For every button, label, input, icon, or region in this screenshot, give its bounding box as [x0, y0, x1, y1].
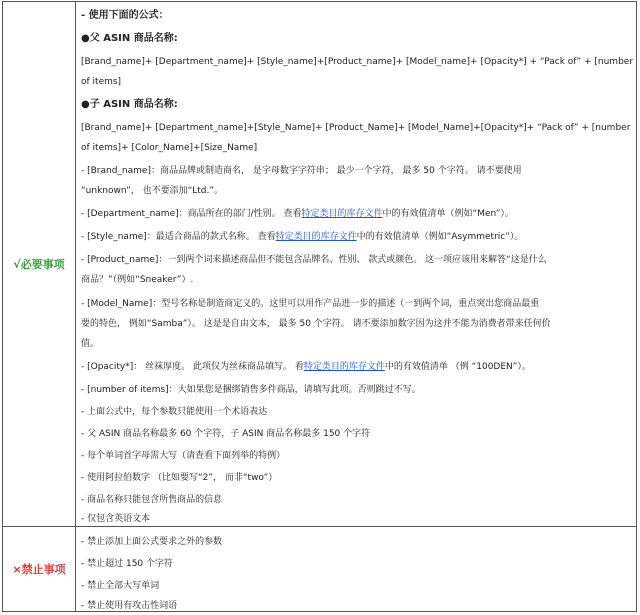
- ban-line: - 禁止添加上面公式要求之外的参数: [81, 537, 223, 547]
- rule-line: - 每个单词首字母需大写（请查看下面列举的特例）: [81, 451, 286, 461]
- ban-line: - 禁止超过 150 个字符: [81, 559, 174, 569]
- rule-line: of items]+ [Color_Name]+[Size_Name]: [81, 143, 258, 153]
- rule-line: - 父 ASIN 商品名称最多 60 个字符，子 ASIN 商品名称最多 150 个字符: [81, 429, 371, 439]
- opacity-rule: - [Opacity*]： 丝袜厚度。 此项仅为丝袜商品填写。 看特定类目的库存文件中的有效值清单 （例 “100DEN”）。: [81, 362, 531, 372]
- rule-line: - 上面公式中，每个参数只能使用一个术语表达: [81, 407, 268, 417]
- ban-label: ×禁止事项: [3, 526, 76, 612]
- rule-line: “unknown”， 也不要添加“Ltd.”。: [81, 186, 224, 196]
- child-title: ●子 ASIN 商品名称:: [81, 99, 178, 110]
- inventory-file-link[interactable]: 特定类目的库存文件: [303, 362, 385, 372]
- rule-line: - 商品名称只能包含所售商品的信息: [81, 495, 223, 505]
- style-rule: - [Style_name]：最适合商品的款式名称。 查看特定类目的库存文件中的有效值清单（例如“Asymmetric”）。: [81, 232, 524, 242]
- inventory-file-link[interactable]: 特定类目的库存文件: [301, 209, 383, 219]
- rule-line: of items]: [81, 77, 122, 87]
- inventory-file-link[interactable]: 特定类目的库存文件: [275, 232, 357, 242]
- requirements-table: [2, 1, 637, 612]
- rule-line: - [Brand_name]：商品品牌或制造商名， 是字母数字字符串； 最少一个字符， 最多 50 个字符。 请不要使用: [81, 166, 522, 176]
- rule-line: - 仅包含英语文本: [81, 514, 151, 524]
- ban-line: - 禁止全部大写单词: [81, 581, 160, 591]
- ban-line: - 禁止使用有攻击性词语: [81, 601, 178, 611]
- must-label: √必要事项: [3, 2, 76, 526]
- rule-line: 要的特色， 例如“Samba”）。 这是是自由文本， 最多 50 个字符。 请不要添加数字因为这并不能为消费者带来任何价: [81, 319, 551, 329]
- rule-line: - 使用下面的公式：: [81, 10, 169, 21]
- rule-line: - [Model_Name]：型号名称是制造商定义的。这里可以用作产品进一步的描述（一到两个词，重点突出您商品最重: [81, 299, 540, 309]
- rule-line: [Brand_name]+ [Department_name]+[Style_Name]+ [Product_Name]+ [Model_Name]+[Opacity*]+ “Pack of” + [number: [81, 123, 631, 133]
- rule-line: 商品？”（例如“Sneaker”）.: [81, 275, 194, 285]
- rule-line: 值。: [81, 339, 100, 349]
- rule-line: [Brand_name]+ [Department_name]+ [Style_name]+[Product_name]+ [Model_name]+ [Opacity*] + “Pack of” + [number: [81, 57, 634, 67]
- rule-line: - [Product_name]：一到两个词来描述商品但不能包含品牌名、性别、 款式或颜色。 这一项应该用来解答“这是什么: [81, 255, 547, 265]
- parent-title: ●父 ASIN 商品名称:: [81, 33, 178, 44]
- department-rule: - [Department_name]：商品所在的部门/性别。 查看特定类目的库存文件中的有效值清单（例如“Men”）。: [81, 209, 514, 219]
- row-divider: [3, 526, 636, 527]
- rule-line: - [number of items]：大如果您是捆绑销售多件商品，请填写此项。否则跳过不写。: [81, 385, 421, 395]
- rule-line: - 使用阿拉伯数字 （比如要写“2”， 而非“two”）: [81, 473, 278, 483]
